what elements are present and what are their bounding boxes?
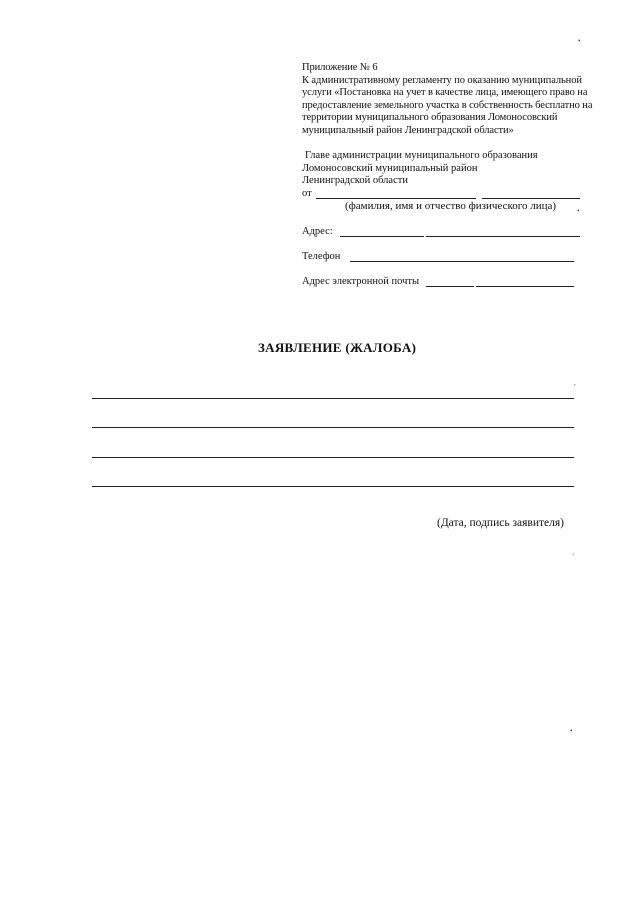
address-field xyxy=(302,226,582,240)
phone-label: Телефон xyxy=(302,251,341,262)
complaint-text-line[interactable] xyxy=(92,427,574,428)
scan-speck: ʻ xyxy=(572,552,575,560)
complaint-text-line[interactable] xyxy=(92,398,574,399)
appendix-line: территории муниципального образования Ломоносовский xyxy=(302,112,558,124)
appendix-number: Приложение № 6 xyxy=(302,62,378,73)
addressee-line: Ленинградской области xyxy=(302,175,408,187)
email-blank-line[interactable] xyxy=(476,286,532,287)
from-blank-line[interactable] xyxy=(482,198,580,199)
scan-speck: • xyxy=(577,207,580,215)
email-blank-line[interactable] xyxy=(426,286,474,287)
email-field xyxy=(302,276,582,290)
addressee-line: Главе администрации муниципального образования xyxy=(305,150,538,161)
appendix-line: К административному регламенту по оказанию муниципальной xyxy=(302,74,582,86)
scan-speck: , xyxy=(574,379,576,387)
phone-blank-line[interactable] xyxy=(350,261,574,262)
from-blank-line[interactable] xyxy=(316,198,476,199)
appendix-line: услуги «Постановка на учет в качестве лица, имеющего право на xyxy=(302,87,588,99)
address-blank-line[interactable] xyxy=(340,236,424,237)
from-label: от xyxy=(302,188,312,199)
appendix-line: муниципальный район Ленинградской области» xyxy=(302,124,514,136)
addressee-line: Ломоносовский муниципальный район xyxy=(302,162,478,174)
scan-speck: • xyxy=(578,37,581,45)
scan-speck: • xyxy=(570,727,573,735)
appendix-header xyxy=(302,62,612,138)
complaint-text-line[interactable] xyxy=(92,457,574,458)
email-blank-line[interactable] xyxy=(532,286,574,287)
address-label: Адрес: xyxy=(302,226,333,237)
complaint-text-line[interactable] xyxy=(92,486,574,487)
phone-field xyxy=(302,251,582,265)
signature-hint: (Дата, подпись заявителя) xyxy=(437,517,564,529)
addressee-block xyxy=(302,150,592,188)
address-blank-line[interactable] xyxy=(426,236,534,237)
email-label: Адрес электронной почты xyxy=(302,276,420,287)
document-title: ЗАЯВЛЕНИЕ (ЖАЛОБА) xyxy=(258,340,417,355)
fio-hint: (фамилия, имя и отчество физического лица) xyxy=(345,200,557,212)
appendix-line: предоставление земельного участка в собственность бесплатно на xyxy=(302,99,593,111)
address-blank-line[interactable] xyxy=(534,236,580,237)
